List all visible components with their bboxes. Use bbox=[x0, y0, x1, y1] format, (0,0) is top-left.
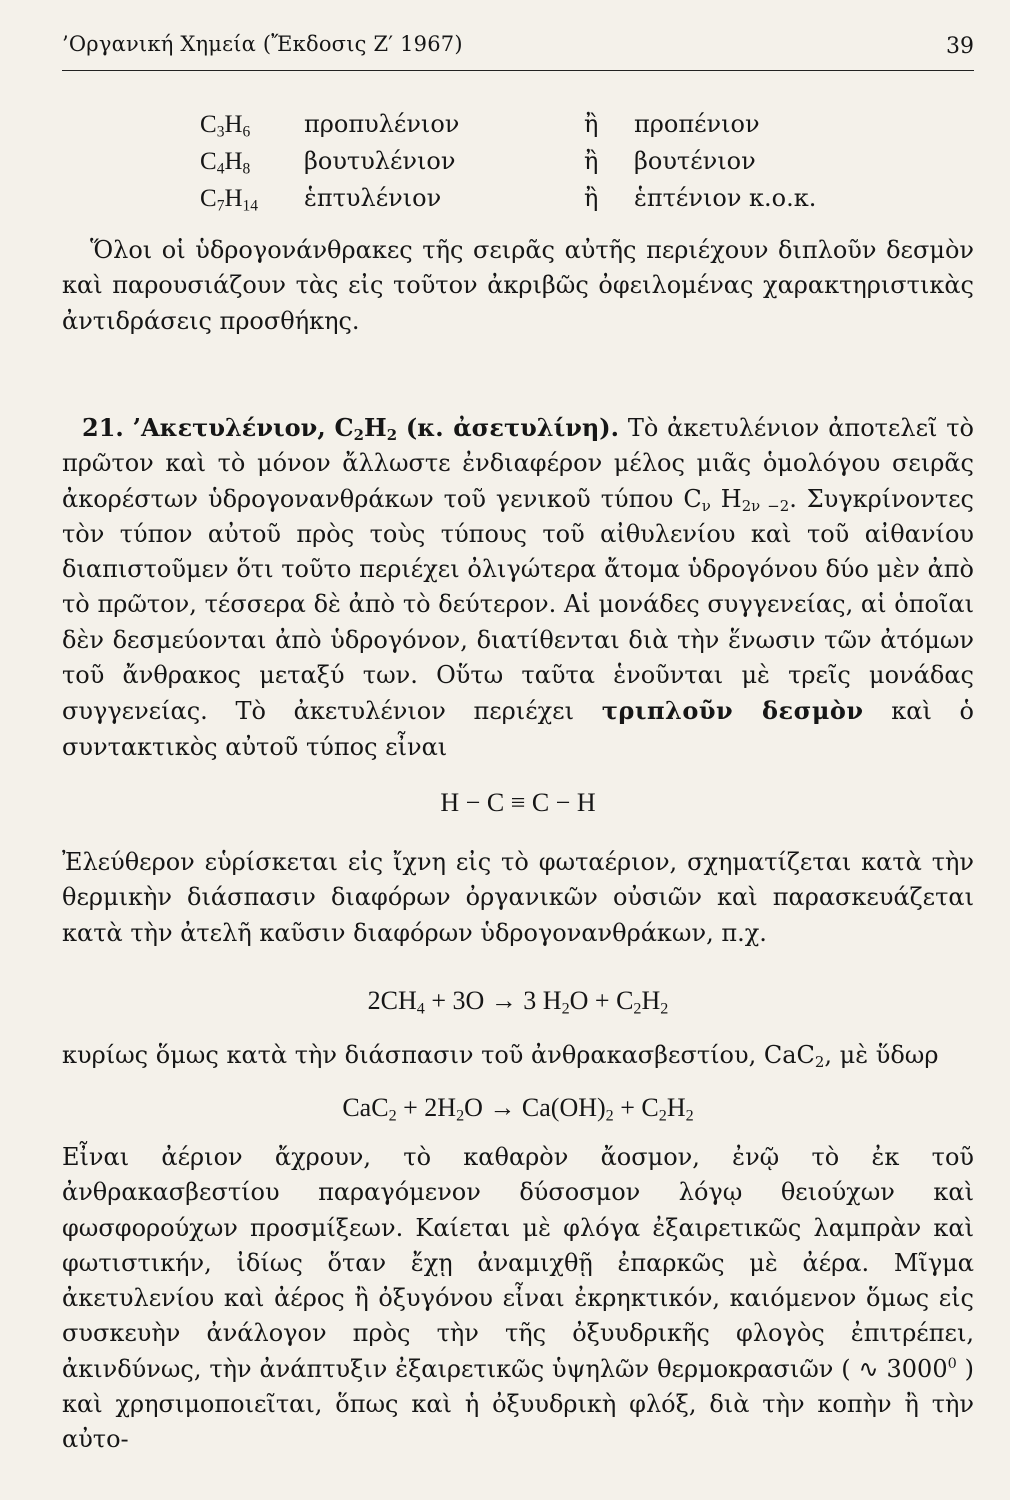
formula-row bbox=[200, 184, 900, 221]
carbide-hydrolysis-equation: $CaC_2 + 2H_2O \to Ca(OH)_2 + C_2H_2$ bbox=[342, 1093, 694, 1125]
alkene-list bbox=[200, 110, 900, 221]
section-title: ’Ακετυλένιον, bbox=[132, 413, 326, 442]
section-formula: $C_2H_2$ bbox=[334, 413, 398, 445]
compound-alt-name: βουτένιον bbox=[634, 147, 756, 175]
formula-row bbox=[200, 110, 900, 147]
header-rule bbox=[62, 70, 974, 71]
section-text-a: Τὸ ἀκετυλένιον ἀποτελεῖ τὸ πρῶτον καὶ τὸ μόνον ἄλλωστε ἐνδιαφέρον μέλος μιᾶς ὁμολόγου σειρᾶς ἀκορέστων ὑδρογονανθράκων τοῦ γενικοῦ τύπου bbox=[62, 414, 974, 513]
compound-name: προπυλένιον bbox=[304, 110, 460, 138]
compound-alt-name: ἑπτένιον κ.ο.κ. bbox=[634, 184, 817, 212]
page-number: 39 bbox=[946, 34, 974, 59]
section-alt-name: (κ. ἀσετυλίνη). bbox=[405, 413, 620, 442]
running-title: ’Οργανική Χημεία (Ἔκδοσις Ζ′ 1967) bbox=[62, 32, 463, 56]
chemical-formula: $C_3H_6$ bbox=[200, 111, 251, 141]
page-header bbox=[62, 30, 974, 66]
triple-bond-phrase: τριπλοῦν δεσμὸν bbox=[601, 696, 864, 726]
combustion-equation: $2CH_4 + 3O \to 3$ $H_2O + C_2H_2$ bbox=[367, 986, 669, 1018]
chemical-formula: $C_4H_8$ bbox=[200, 148, 251, 178]
or-word: ἢ bbox=[584, 147, 599, 175]
section-number: 21. bbox=[82, 413, 124, 442]
paragraph-addition-reactions: Ὅλοι οἱ ὑδρογονάνθρακες τῆς σειρᾶς αὐτῆς περιέχουν διπλοῦν δεσμὸν καὶ παρουσιάζουν τὰς εἰς τοῦτον ἀκριβῶς ὀφειλομένας χαρακτηριστικὰς ἀντιδράσεις προσθήκης. bbox=[62, 236, 974, 335]
paragraph-occurrence: Ἐλεύθερον εὑρίσκεται εἰς ἴχνη εἰς τὸ φωταέριον, σχηματίζεται κατὰ τὴν θερμικὴν διάσπασιν διαφόρων ὀργανικῶν οὐσιῶν καὶ παρασκευάζεται κατὰ τὴν ἀτελῆ καῦσιν διαφόρων ὑδρογονανθράκων, π.χ. bbox=[62, 848, 974, 947]
section-text-b: . Συγκρίνοντες τὸν τύπον αὐτοῦ πρὸς τοὺς τύπους τοῦ αἰθυλενίου καὶ τοῦ αἰθανίου διαπιστοῦμεν ὅτι τοῦτο περιέχει ὀλιγώτερα ἄτομα ὑδρογόνου δύο μὲν ἀπὸ τὸ πρῶτον, τέσσερα δὲ ἀπὸ τὸ δεύτερον. Αἱ μονάδες συγγενείας, αἱ ὁποῖαι δὲν δεσμεύονται ἀπὸ ὑδρογόνον, διατίθενται διὰ τὴν ἕνωσιν τῶν ἀτόμων τοῦ ἄνθρακος μεταξύ των. Οὕτω ταῦτα ἑνοῦνται μὲ τρεῖς μονάδας συγγενείας. Τὸ ἀκετυλένιον περιέχει bbox=[62, 484, 974, 726]
structural-formula-equation: H − C ≡ C − H bbox=[440, 788, 596, 817]
compound-name: ἑπτυλένιον bbox=[304, 184, 442, 212]
paragraph-acetylene bbox=[62, 410, 974, 780]
compound-alt-name: προπένιον bbox=[634, 110, 760, 138]
or-word: ἢ bbox=[584, 184, 599, 212]
temperature-value: ( ∿ 3000$^0$ ) bbox=[841, 1354, 975, 1383]
or-word: ἢ bbox=[584, 110, 599, 138]
chemical-formula: $C_7H_{14}$ bbox=[200, 185, 258, 215]
formula-row bbox=[200, 147, 900, 184]
section-text-c: καὶ ὁ συντακτικὸς αὐτοῦ τύπος εἶναι bbox=[62, 697, 975, 761]
compound-name: βουτυλένιον bbox=[304, 147, 456, 175]
general-formula: $C_\nu$ $H_{2\nu -2}$ bbox=[683, 484, 790, 515]
paragraph-properties: Εἶναι ἀέριον ἄχρουν, τὸ καθαρὸν ἄοσμον, ἐνῷ τὸ ἐκ τοῦ ἀνθρακασβεστίου παραγόμενον δύσοσμον λόγῳ θειούχων καὶ φωσφορούχων προσμίξεων. Καίεται μὲ φλόγα ἐξαιρετικῶς λαμπρὰν καὶ φωτιστικήν, ἰδίως ὅταν ἔχῃ ἀναμιχθῇ ἐπαρκῶς μὲ ἀέρα. Μῖγμα ἀκετυλενίου καὶ ἀέρος ἢ ὀξυγόνου εἶναι ἐκρηκτικόν, καιόμενον ὅμως εἰς συσκευὴν ἀνάλογον πρὸς τὴν τῆς ὀξυυδρικῆς φλογὸς ἐπιτρέπει, ἀκινδύνως, τὴν ἀνάπτυξιν ἐξαιρετικῶς ὑψηλῶν θερμοκρασιῶν ( ∿ 3000$^0$ ) καὶ χρησιμοποιεῖται, ὅπως καὶ ἡ ὀξυυδρικὴ φλόξ, διὰ τὴν κοπὴν ἢ τὴν αὐτο- bbox=[62, 1143, 975, 1454]
paragraph-carbide: κυρίως ὅμως κατὰ τὴν διάσπασιν τοῦ ἀνθρακασβεστίου, CaC$_2$, μὲ ὕδωρ bbox=[62, 1041, 939, 1072]
